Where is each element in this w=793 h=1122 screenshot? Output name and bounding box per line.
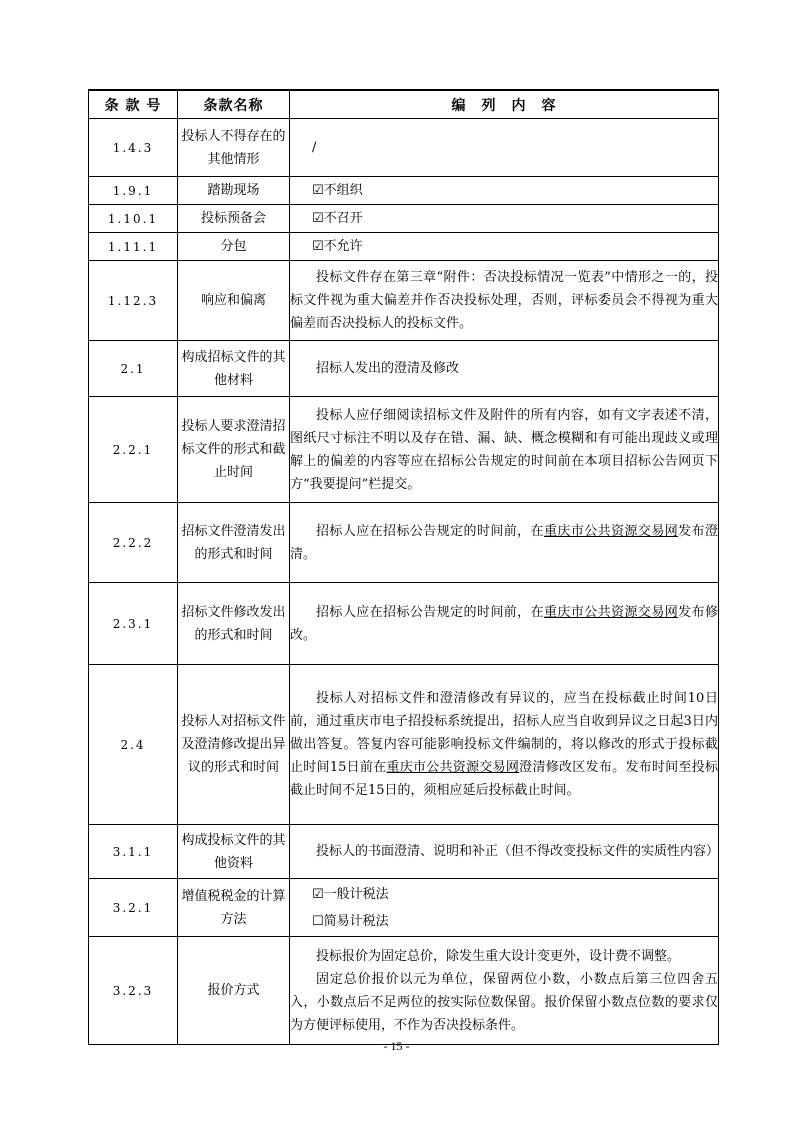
header-clause-number: 条 款 号 [89, 90, 178, 119]
trading-site-link[interactable]: 重庆市公共资源交易网 [544, 523, 679, 539]
clause-content [290, 825, 719, 879]
checked-box-icon: ☑ [312, 886, 324, 902]
table-row [89, 937, 719, 1045]
clause-number: 2.2.1 [89, 397, 178, 503]
table-row [89, 397, 719, 503]
table-row [89, 205, 719, 233]
clause-value: 不召开 [323, 211, 363, 226]
clause-content [290, 937, 719, 1045]
clause-content [290, 177, 719, 205]
clause-content [290, 261, 719, 341]
clause-name: 招标文件修改发出的形式和时间 [178, 583, 290, 665]
table-row [89, 879, 719, 937]
clause-number: 1.12.3 [89, 261, 178, 341]
clause-text: 澄清修改区发布。发布时间至投标截止时间不足15日的，须相应延后投标截止时间。 [290, 760, 718, 798]
clause-name: 招标文件澄清发出的形式和时间 [178, 503, 290, 583]
clause-text: 投标人对招标文件和澄清修改有异议的，应当在投标截止时间10日前，通过重庆市电子招投标系统提出，招标人应当自收到异议之日起3日内做出答复。答复内容可能影响投标文件编制的，将以修改的形式于投标截止时间15日前在 [290, 691, 718, 775]
clause-number: 2.2.2 [89, 503, 178, 583]
clause-name: 增值税税金的计算方法 [178, 879, 290, 937]
clause-table [88, 89, 719, 1045]
clause-number: 1.4.3 [89, 119, 178, 177]
clause-name: 投标人不得存在的其他情形 [178, 119, 290, 177]
clause-number: 2.4 [89, 665, 178, 825]
checked-box-icon: ☑ [312, 183, 324, 198]
tax-option-simple[interactable] [290, 908, 718, 935]
clause-name: 投标预备会 [178, 205, 290, 233]
clause-number: 2.1 [89, 341, 178, 397]
clause-name: 报价方式 [178, 937, 290, 1045]
unchecked-box-icon: ☐ [312, 913, 324, 929]
clause-number: 3.2.3 [89, 937, 178, 1045]
clause-content [290, 119, 719, 177]
checked-box-icon: ☑ [312, 211, 324, 226]
table-row [89, 583, 719, 665]
clause-name: 构成招标文件的其他材料 [178, 341, 290, 397]
clause-text: 招标人应在招标公告规定的时间前，在 [316, 604, 545, 620]
header-clause-name: 条款名称 [178, 90, 290, 119]
option-label: 简易计税法 [323, 913, 389, 929]
clause-number: 3.2.1 [89, 879, 178, 937]
table-row [89, 341, 719, 397]
clause-number: 1.10.1 [89, 205, 178, 233]
clause-text: 投标文件存在第三章“附件：否决投标情况一览表”中情形之一的，投标文件视为重大偏差并作否决投标处理，否则，评标委员会不得视为重大偏差而否决投标人的投标文件。 [290, 270, 718, 331]
clause-text: 招标人发出的澄清及修改 [316, 361, 460, 376]
clause-content [290, 503, 719, 583]
clause-value: 不允许 [323, 239, 363, 254]
trading-site-link[interactable]: 重庆市公共资源交易网 [544, 604, 679, 620]
clause-name: 踏勘现场 [178, 177, 290, 205]
clause-value: / [312, 140, 317, 155]
clause-value: 不组织 [323, 183, 363, 198]
table-row [89, 233, 719, 261]
clause-name: 投标人要求澄清招标文件的形式和截止时间 [178, 397, 290, 503]
clause-number: 3.1.1 [89, 825, 178, 879]
table-row [89, 665, 719, 825]
table-row [89, 261, 719, 341]
clause-content [290, 397, 719, 503]
clause-name: 构成投标文件的其他资料 [178, 825, 290, 879]
checked-box-icon: ☑ [312, 239, 324, 254]
clause-name: 投标人对招标文件及澄清修改提出异议的形式和时间 [178, 665, 290, 825]
clause-number: 1.9.1 [89, 177, 178, 205]
clause-number: 1.11.1 [89, 233, 178, 261]
clause-content [290, 879, 719, 937]
tax-option-general[interactable] [290, 881, 718, 908]
clause-content [290, 583, 719, 665]
page-number: - 15 - [383, 1039, 410, 1053]
clause-text: 投标人的书面澄清、说明和补正（但不得改变投标文件的实质性内容） [316, 844, 720, 859]
clause-name: 分包 [178, 233, 290, 261]
clause-content [290, 205, 719, 233]
trading-site-link[interactable]: 重庆市公共资源交易网 [386, 760, 520, 775]
clause-content [290, 341, 719, 397]
clause-number: 2.3.1 [89, 583, 178, 665]
table-row [89, 119, 719, 177]
clause-text: 发布澄清。 [290, 523, 718, 562]
table-row [89, 177, 719, 205]
clause-text: 发布修改。 [290, 604, 718, 643]
clause-text: 投标人应仔细阅读招标文件及附件的所有内容，如有文字表述不清，图纸尺寸标注不明以及存在错、漏、缺、概念模糊和有可能出现歧义或理解上的偏差的内容等应在招标公告规定的时间前在本项目招标公告网页下方“我要提问”栏提交。 [290, 407, 718, 492]
clause-name: 响应和偏离 [178, 261, 290, 341]
header-content: 编 列 内 容 [290, 90, 719, 119]
clause-content [290, 233, 719, 261]
clause-text: 固定总价报价以元为单位，保留两位小数，小数点后第三位四舍五入，小数点后不足两位的按实际位数保留。报价保留小数点位数的要求仅为方便评标使用，不作为否决投标条件。 [290, 971, 718, 1033]
table-row [89, 503, 719, 583]
clause-content [290, 665, 719, 825]
table-row [89, 825, 719, 879]
table-header-row [89, 90, 719, 119]
clause-text: 投标报价为固定总价，除发生重大设计变更外，设计费不调整。 [316, 948, 681, 964]
clause-text: 招标人应在招标公告规定的时间前，在 [316, 523, 545, 539]
option-label: 一般计税法 [323, 886, 389, 902]
